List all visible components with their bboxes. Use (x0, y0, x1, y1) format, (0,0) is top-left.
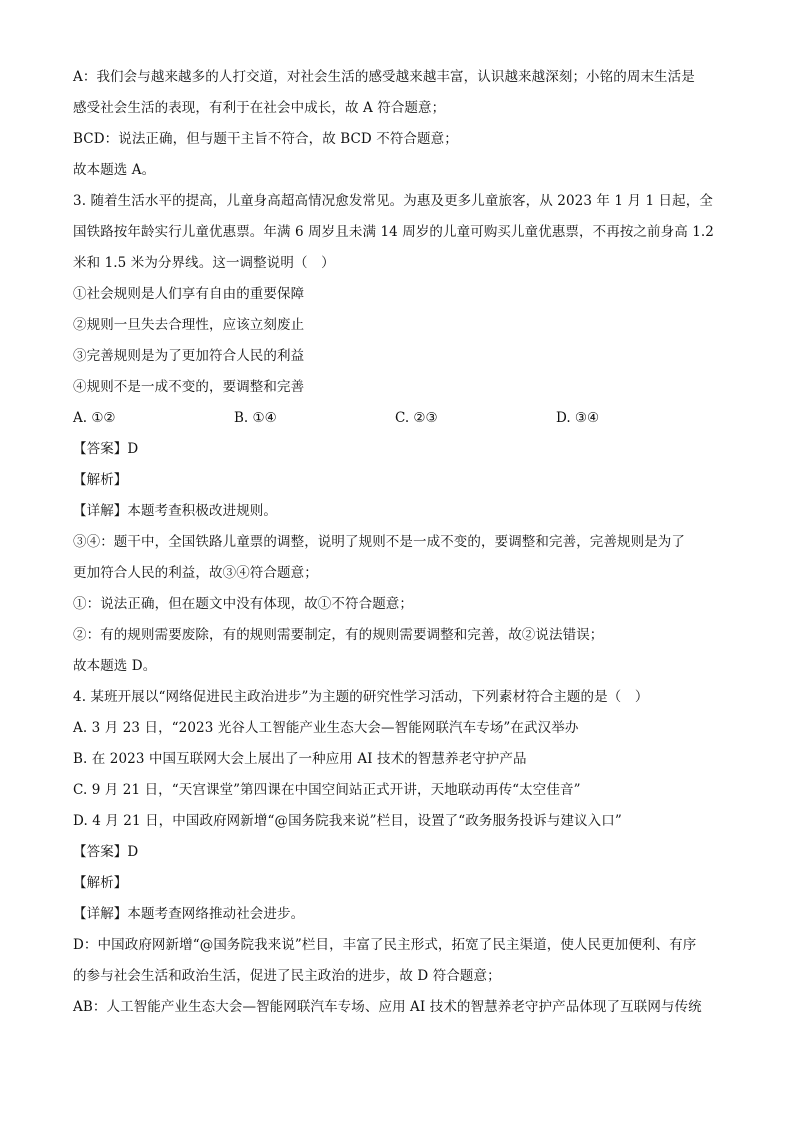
question-3-options (73, 403, 723, 434)
question-3-statement-1: ①社会规则是人们享有自由的重要保障 (73, 286, 305, 302)
question-3-option-c: C. ②③ (395, 410, 438, 426)
question-4-analysis-heading: 【解析】 (73, 875, 128, 891)
question-3-option-a: A. ①② (73, 410, 116, 426)
answer-a-explanation-line-2: 感受社会生活的表现，有利于在社会中成长，故 A 符合题意； (73, 100, 446, 116)
question-3-detail-heading: 【详解】本题考查积极改进规则。 (73, 503, 277, 519)
question-3-detail-line-4: ②：有的规则需要废除，有的规则需要制定，有的规则需要调整和完善，故②说法错误； (73, 627, 604, 643)
conclusion-q2: 故本题选 A。 (73, 162, 156, 178)
question-4-stem: 4. 某班开展以“网络促进民主政治进步”为主题的研究性学习活动，下列素材符合主题的是（ ） (73, 689, 649, 705)
question-3-answer: 【答案】D (73, 441, 139, 457)
question-3-stem-line-1: 3. 随着生活水平的提高，儿童身高超高情况愈发常见。为惠及更多儿童旅客，从 2023 年 1 月 1 日起，全 (73, 193, 713, 209)
question-4-option-c: C. 9 月 21 日，“天宫课堂”第四课在中国空间站正式开讲，天地联动再传“太空佳音” (73, 782, 581, 798)
question-4-answer: 【答案】D (73, 844, 139, 860)
question-4-option-d: D. 4 月 21 日，中国政府网新增“@国务院我来说”栏目，设置了“政务服务投诉与建议入口” (73, 813, 622, 829)
question-4-option-b: B. 在 2023 中国互联网大会上展出了一种应用 AI 技术的智慧养老守护产品 (73, 751, 527, 767)
question-3-statement-4: ④规则不是一成不变的，要调整和完善 (73, 379, 305, 395)
question-3-option-d: D. ③④ (556, 410, 600, 426)
question-4-detail-heading: 【详解】本题考查网络推动社会进步。 (73, 906, 305, 922)
question-4-detail-line-2: 的参与社会生活和政治生活，促进了民主政治的进步，故 D 符合题意； (73, 968, 501, 984)
question-3-statement-2: ②规则一旦失去合理性，应该立刻废止 (73, 317, 305, 333)
question-4-option-a: A. 3 月 23 日，“2023 光谷人工智能产业生态大会—智能网联汽车专场”在武汉举办 (73, 720, 579, 736)
question-3-analysis-heading: 【解析】 (73, 472, 128, 488)
question-3-conclusion: 故本题选 D。 (73, 658, 157, 674)
question-3-stem-line-2: 国铁路按年龄实行儿童优惠票。年满 6 周岁且未满 14 周岁的儿童可购买儿童优惠票，不再按之前身高 1.2 (73, 224, 714, 240)
answer-bcd-explanation: BCD：说法正确，但与题干主旨不符合，故 BCD 不符合题意； (73, 131, 458, 147)
question-3-detail-line-1: ③④：题干中，全国铁路儿童票的调整，说明了规则不是一成不变的，要调整和完善，完善规则是为了 (73, 534, 685, 550)
question-4-detail-line-3: AB：人工智能产业生态大会—智能网联汽车专场、应用 AI 技术的智慧养老守护产品体现了互联网与传统 (73, 999, 702, 1015)
question-3-statement-3: ③完善规则是为了更加符合人民的利益 (73, 348, 305, 364)
document-page (73, 62, 723, 1023)
question-3-detail-line-3: ①：说法正确，但在题文中没有体现，故①不符合题意； (73, 596, 413, 612)
answer-a-explanation-line-1: A：我们会与越来越多的人打交道，对社会生活的感受越来越丰富，认识越来越深刻；小铭的周末生活是 (73, 69, 695, 85)
question-4-detail-line-1: D：中国政府网新增“@国务院我来说”栏目，丰富了民主形式，拓宽了民主渠道，使人民更加便利、有序 (73, 937, 697, 953)
question-3-detail-line-2: 更加符合人民的利益，故③④符合题意； (73, 565, 318, 581)
question-3-option-b: B. ①④ (234, 410, 277, 426)
question-3-stem-line-3: 米和 1.5 米为分界线。这一调整说明（ ） (73, 255, 335, 271)
